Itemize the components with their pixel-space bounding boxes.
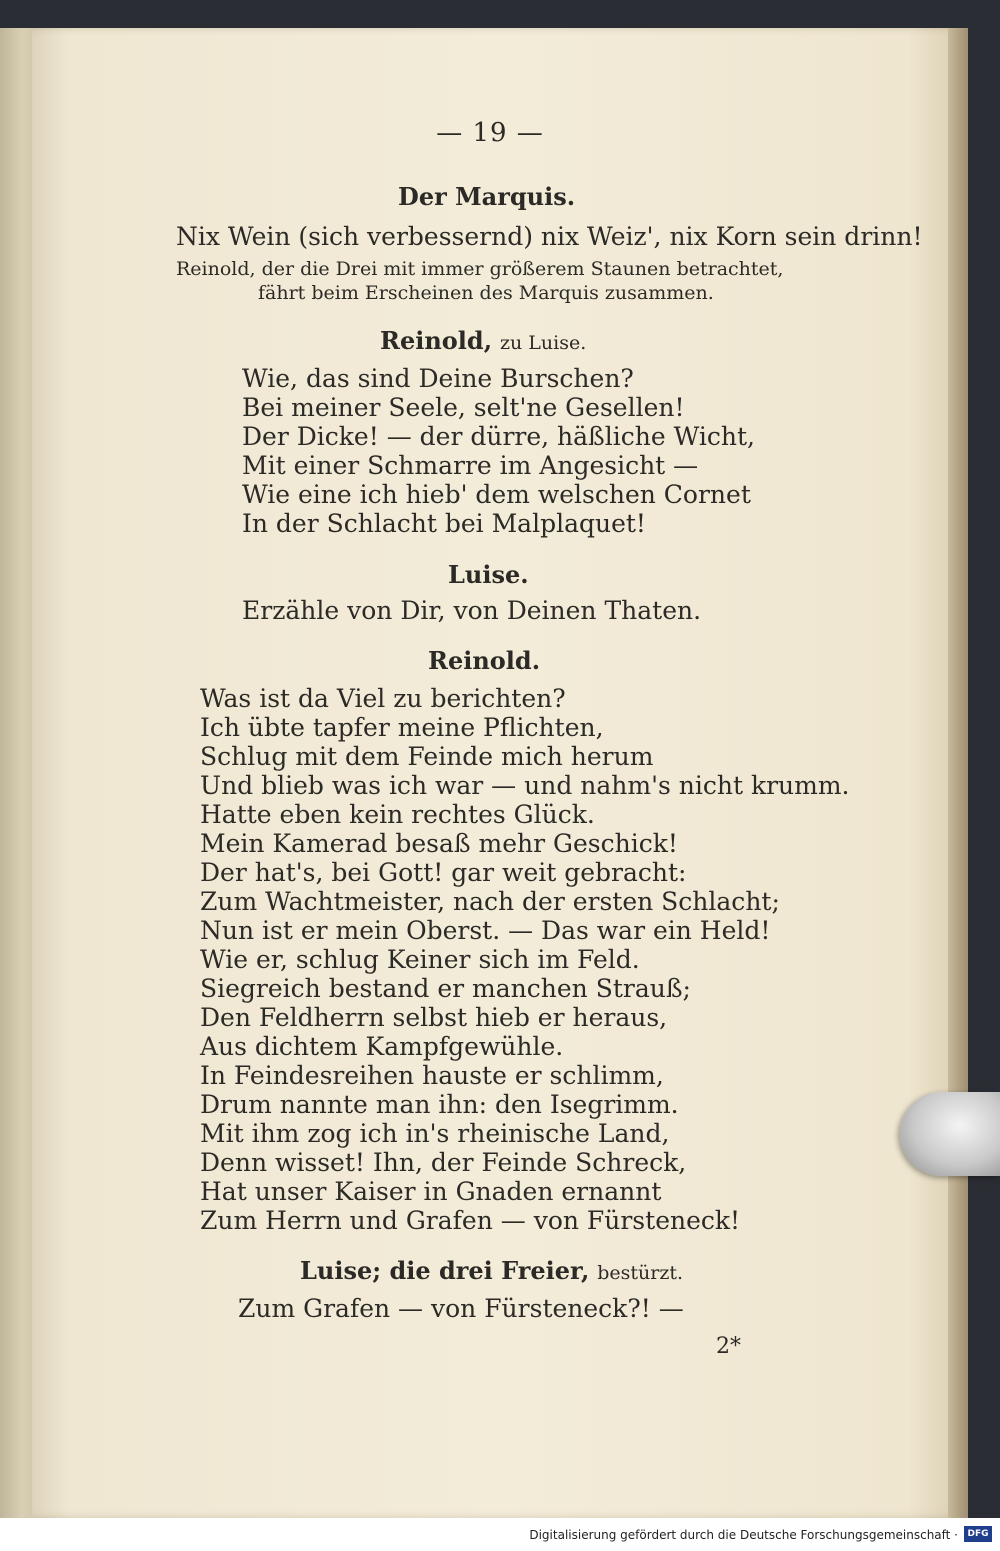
verse-line: Der hat's, bei Gott! gar weit gebracht: [200,858,687,887]
verse-line: Hatte eben kein rechtes Glück. [200,800,595,829]
verse-line: Schlug mit dem Feinde mich herum [200,742,654,771]
verse-line: Siegreich bestand er manchen Strauß; [200,974,691,1003]
verse-line: Und blieb was ich war — und nahm's nicht krumm. [200,771,850,800]
verse-line: In Feindesreihen hauste er schlimm, [200,1061,664,1090]
signature-mark: 2* [716,1334,741,1359]
speaker-note: bestürzt. [597,1262,684,1284]
page-edge [948,28,968,1518]
verse-line: Zum Wachtmeister, nach der ersten Schlacht; [200,887,780,916]
stage-direction-line: fährt beim Erscheinen des Marquis zusammen. [258,282,714,304]
stage-direction-line: Reinold, der die Drei mit immer größerem Staunen betrachtet, [176,258,784,280]
verse-line: Denn wisset! Ihn, der Feinde Schreck, [200,1148,687,1177]
heading-marquis: Der Marquis. [398,182,576,211]
page-number: — 19 — [436,118,544,148]
verse-line: Drum nannte man ihn: den Isegrimm. [200,1090,679,1119]
verse-line: Ich übte tapfer meine Pflichten, [200,713,604,742]
verse-line: Wie, das sind Deine Burschen? [242,364,634,393]
verse-line: Mit einer Schmarre im Angesicht — [242,451,699,480]
heading-reinold: Reinold. [428,646,541,675]
dfg-logo-icon: DFG [964,1526,992,1542]
heading-luise: Luise. [448,560,529,589]
heading-reinold-addressed [380,326,586,355]
footer-credit: Digitalisierung gefördert durch die Deutsche Forschungsgemeinschaft · [529,1528,958,1542]
verse-line: Aus dichtem Kampfgewühle. [200,1032,564,1061]
speaker-note: zu Luise. [500,332,587,354]
verse-line: Bei meiner Seele, selt'ne Gesellen! [242,393,685,422]
footer-bar [0,1518,1000,1551]
speaker-name: Reinold, [380,326,493,355]
verse-line: Was ist da Viel zu berichten? [200,684,566,713]
verse-line: Den Feldherrn selbst hieb er heraus, [200,1003,668,1032]
verse-line: In der Schlacht bei Malplaquet! [242,509,646,538]
verse-line: Mit ihm zog ich in's rheinische Land, [200,1119,670,1148]
verse-line: Zum Herrn und Grafen — von Fürsteneck! [200,1206,741,1235]
verse-line: Hat unser Kaiser in Gnaden ernannt [200,1177,662,1206]
verse-line: Der Dicke! — der dürre, häßliche Wicht, [242,422,755,451]
verse-line: Nun ist er mein Oberst. — Das war ein Held! [200,916,771,945]
heading-final [300,1256,683,1285]
verse-line: Mein Kamerad besaß mehr Geschick! [200,829,678,858]
verse-line: Wie eine ich hieb' dem welschen Cornet [242,480,751,509]
page-clip [900,1092,1000,1176]
verse-line: Wie er, schlug Keiner sich im Feld. [200,945,640,974]
final-line: Zum Grafen — von Fürsteneck?! — [238,1294,684,1323]
luise-line: Erzähle von Dir, von Deinen Thaten. [242,596,702,625]
speaker-name: Luise; die drei Freier, [300,1256,590,1285]
marquis-line: Nix Wein (sich verbessernd) nix Weiz', nix Korn sein drinn! [176,222,923,251]
